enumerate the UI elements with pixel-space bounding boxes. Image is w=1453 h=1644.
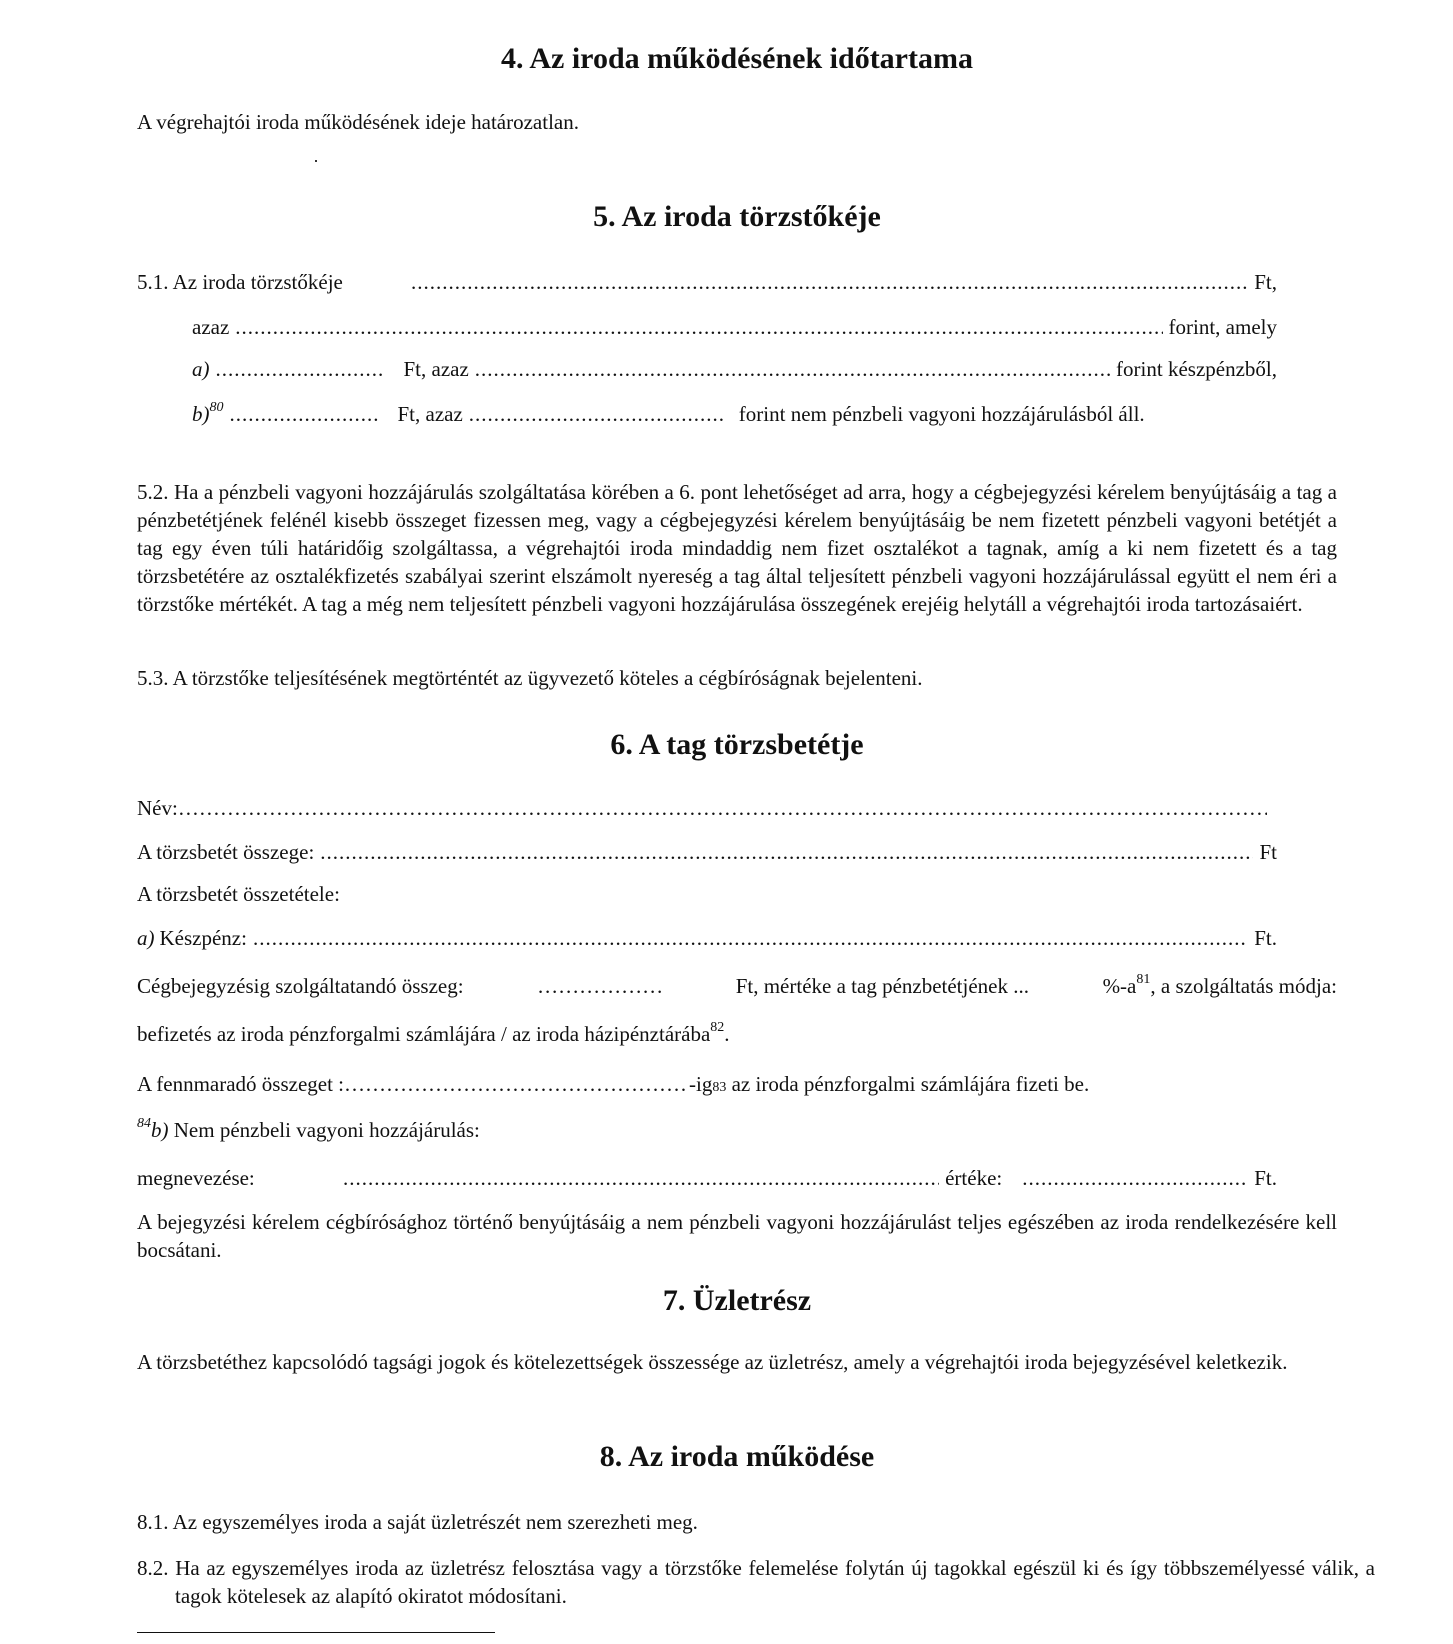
noncash-value-label: értéke: xyxy=(945,1166,1003,1190)
capital-words-blank xyxy=(235,313,1162,341)
section-4-text: A végrehajtói iroda működésének ideje határozatlan. xyxy=(137,110,579,134)
deposit-amount-label: A törzsbetét összege: xyxy=(137,840,315,864)
noncash-details-line xyxy=(137,1164,1277,1192)
cash-end: forint készpénzből, xyxy=(1116,357,1277,381)
section-6-heading: 6. A tag törzsbetétje xyxy=(610,728,864,761)
capital-label: 5.1. Az iroda törzstőkéje xyxy=(137,270,343,294)
name-label: Név: xyxy=(137,796,178,820)
registration-amount-line xyxy=(137,972,1337,1000)
noncash-words-blank xyxy=(469,400,725,428)
noncash-end: forint nem pénzbeli vagyoni hozzájárulásból áll. xyxy=(738,402,1145,426)
cash-amount-blank xyxy=(216,355,384,383)
noncash-value-unit: Ft. xyxy=(1254,1166,1277,1190)
noncash-heading-line xyxy=(137,1116,480,1144)
cash-label: Készpénz: xyxy=(159,926,247,950)
section-7-text: A törzsbetéthez kapcsolódó tagsági jogok és kötelezettségek összessége az üzletrész, amely a végrehajtói iroda bejegyzésével keletkezik. xyxy=(137,1350,1288,1374)
noncash-label: Nem pénzbeli vagyoni hozzájárulás: xyxy=(168,1118,480,1142)
registration-percent: %-a xyxy=(1102,974,1137,998)
cash-blank xyxy=(253,924,1248,952)
payment-method-line xyxy=(137,1020,730,1048)
footnote-84: 84 xyxy=(137,1116,151,1131)
noncash-ft-azaz: Ft, azaz xyxy=(397,402,463,426)
deposit-composition-label: A törzsbetét összetétele: xyxy=(137,882,340,906)
name-line xyxy=(137,794,1267,822)
registration-blank xyxy=(537,972,662,1000)
noncash-name-blank xyxy=(343,1164,939,1192)
remaining-end: az iroda pénzforgalmi számlájára fizeti be. xyxy=(726,1072,1090,1096)
section-5-heading: 5. Az iroda törzstőkéje xyxy=(593,200,881,233)
noncash-prefix: b) xyxy=(151,1118,169,1142)
noncash-value-blank xyxy=(1022,1164,1248,1192)
cash-words-blank xyxy=(475,355,1110,383)
deposit-amount-blank xyxy=(320,838,1253,866)
deposit-amount-line xyxy=(137,838,1277,866)
item-b-label: b) xyxy=(192,402,210,426)
capital-words-line xyxy=(192,313,1277,341)
payment-method-end: . xyxy=(724,1022,730,1046)
noncash-paragraph: A bejegyzési kérelem cégbírósághoz történő benyújtásáig a nem pénzbeli vagyoni hozzájárulást teljes egészében az iroda rendelkezésére kell bocsátani. xyxy=(137,1210,1337,1262)
remaining-label: A fennmaradó összeget : xyxy=(137,1072,345,1096)
deposit-amount-unit: Ft xyxy=(1259,840,1277,864)
section-8-heading: 8. Az iroda működése xyxy=(599,1440,875,1473)
cash-prefix: a) xyxy=(137,926,155,950)
registration-label: Cégbejegyzésig szolgáltatandó összeg: xyxy=(137,974,464,998)
footnote-separator xyxy=(137,1632,495,1633)
remaining-deadline: -ig xyxy=(689,1072,713,1096)
cash-line xyxy=(137,924,1277,952)
cash-ft-azaz: Ft, azaz xyxy=(403,357,469,381)
noncash-name-label: megnevezése: xyxy=(137,1166,255,1190)
name-blank xyxy=(178,794,1267,822)
cash-contribution-line xyxy=(192,355,1277,383)
stray-mark xyxy=(315,160,317,162)
cash-unit: Ft. xyxy=(1254,926,1277,950)
remaining-blank xyxy=(344,1070,689,1098)
registration-end: , a szolgáltatás módja: xyxy=(1150,974,1337,998)
paragraph-8-2: 8.2. Ha az egyszemélyes iroda az üzletrész felosztása vagy a törzstőke felemelése folytán új tagokkal egészül ki és így többszemélyessé válik, a tagok kötelesek az alapító okiratot módosítani. xyxy=(137,1556,1375,1608)
capital-blank xyxy=(411,268,1248,296)
capital-words-end: forint, amely xyxy=(1168,315,1277,339)
section-7-heading: 7. Üzletrész xyxy=(662,1284,812,1317)
footnote-82: 82 xyxy=(710,1020,725,1035)
footnote-80: 80 xyxy=(209,400,224,415)
remaining-amount-line: A fennmaradó összeget : …………………………………………………………………………………………………………………………………………………………………… -ig 83 az iroda pénzforgalmi számlájára fizeti be. xyxy=(137,1070,1089,1098)
section-4-heading: 4. Az iroda működésének időtartama xyxy=(501,42,973,75)
noncash-amount-blank xyxy=(230,400,378,428)
capital-unit: Ft, xyxy=(1254,270,1277,294)
paragraph-5-3: 5.3. A törzstőke teljesítésének megtörténtét az ügyvezető köteles a cégbíróságnak bejelenteni. xyxy=(137,666,923,690)
noncash-contribution-line xyxy=(192,400,1277,428)
paragraph-8-1: 8.1. Az egyszemélyes iroda a saját üzletrészét nem szerezheti meg. xyxy=(137,1510,698,1534)
capital-line xyxy=(137,268,1277,296)
footnote-81: 81 xyxy=(1136,972,1151,987)
payment-method-text: befizetés az iroda pénzforgalmi számlájára / az iroda házipénztárába xyxy=(137,1022,711,1046)
registration-mid: Ft, mértéke a tag pénzbetétjének ... xyxy=(735,974,1029,998)
item-a-label: a) xyxy=(192,357,210,381)
paragraph-5-2: 5.2. Ha a pénzbeli vagyoni hozzájárulás szolgáltatása körében a 6. pont lehetőséget ad arra, hogy a cégbejegyzési kérelem benyújtásáig a tag a pénzbetétjének felénél kisebb összeget fizessen meg, vagy a cégbejegyzési kérelem benyújtásáig be nem fizetett pénzbeli vagyoni betétjét a tag egy éven túli határidőig szolgáltassa, a végrehajtói iroda mindaddig nem fizet osztalékot a tagnak, amíg a ki nem fizetett és a tag törzsbetétére az osztalékfizetés szabályai szerint elszámolt nyereség a tag által teljesített pénzbeli vagyoni hozzájárulással együtt el nem éri a törzstőke mértékét. A tag a még nem teljesített pénzbeli vagyoni hozzájárulása összegének erejéig helytáll a végrehajtói iroda tartozásaiért. xyxy=(137,480,1337,616)
capital-words-label: azaz xyxy=(192,315,230,339)
